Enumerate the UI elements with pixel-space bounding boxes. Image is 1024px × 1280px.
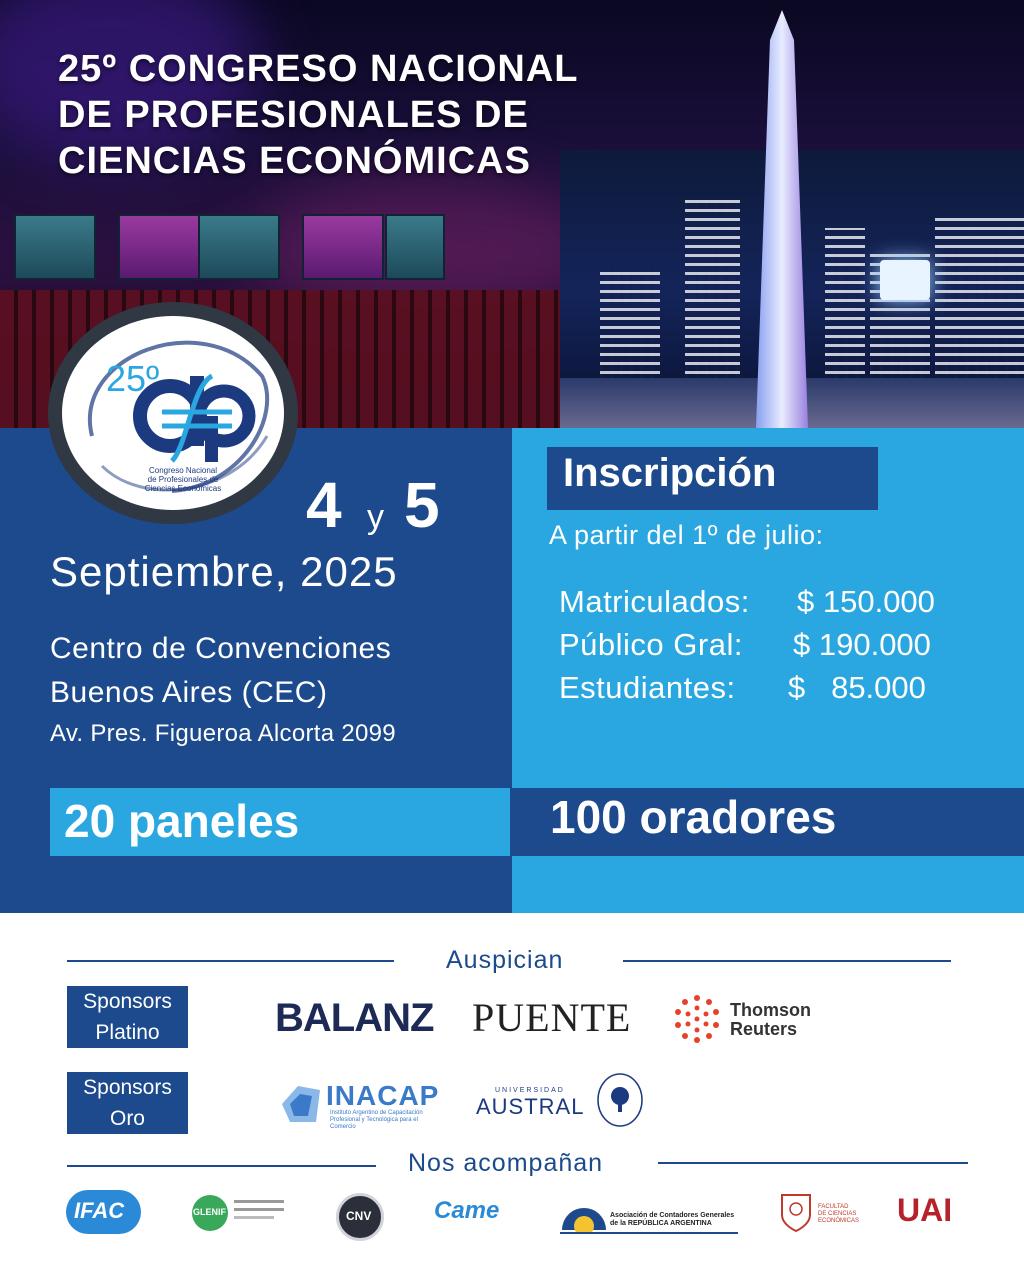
stage-screen: [385, 214, 445, 280]
fce-crest-icon: [778, 1191, 814, 1233]
speakers-count: 100 oradores: [550, 791, 837, 843]
price-value-members: $ 150.000: [797, 584, 935, 619]
stage-screen: [118, 214, 200, 280]
divider: [658, 1162, 968, 1164]
event-day-one: 4: [306, 469, 342, 541]
inacap-tagline: Instituto Argentino de Capacitación Profesional y Tecnológica para el Comercio: [330, 1110, 423, 1130]
thomson-reuters-dots-icon: [672, 994, 722, 1044]
uai-logo: UAI: [897, 1192, 953, 1228]
sponsors-heading: Auspician: [446, 946, 564, 974]
event-month-year: Septiembre, 2025: [50, 548, 398, 595]
gold-tier-label: Sponsors Oro: [67, 1072, 188, 1134]
price-label-public: Público Gral:: [559, 627, 743, 662]
venue-name-line1: Centro de Convenciones: [50, 632, 392, 665]
stage-screen: [198, 214, 280, 280]
cnv-logo: CNV: [336, 1193, 384, 1241]
divider: [67, 960, 394, 962]
acg-logo: Asociación de Contadores Generales de la REPÚBLICA ARGENTINA: [610, 1212, 735, 1227]
panels-count: 20 paneles: [64, 795, 300, 847]
event-title-line: CIENCIAS ECONÓMICAS: [58, 140, 531, 182]
inacap-logo: INACAP: [326, 1080, 440, 1111]
acg-sun-icon: [560, 1196, 608, 1232]
fce-logo: FACULTAD DE CIENCIAS ECONÓMICAS: [818, 1204, 860, 1224]
stage-screen: [302, 214, 384, 280]
registration-title: Inscripción: [563, 451, 777, 495]
obelisk: [750, 10, 814, 428]
venue-name-line2: Buenos Aires (CEC): [50, 676, 328, 709]
price-label-members: Matriculados:: [559, 584, 750, 619]
divider: [67, 1165, 376, 1167]
logo-caption: Congreso Nacional de Profesionales de Ciencias Económicas: [144, 466, 222, 493]
glenif-text-line: [234, 1216, 274, 1219]
event-day-conjunction: y: [367, 498, 384, 536]
glenif-text-line: [234, 1200, 284, 1203]
thomson-reuters-logo: Thomson Reuters: [730, 1000, 811, 1039]
event-title-line: DE PROFESIONALES DE: [58, 94, 529, 136]
logo-number: 25º: [106, 358, 160, 399]
divider: [623, 960, 951, 962]
austral-logo: AUSTRAL: [476, 1094, 585, 1119]
registration-title-box: [547, 447, 878, 510]
speakers-count-box: [512, 788, 1024, 856]
venue-address: Av. Pres. Figueroa Alcorta 2099: [50, 720, 396, 747]
ifac-logo: IFAC: [66, 1190, 141, 1234]
event-day-two: 5: [404, 469, 440, 541]
price-label-students: Estudiantes:: [559, 670, 736, 705]
puente-logo: PUENTE: [472, 995, 632, 1040]
came-logo: Came: [434, 1197, 500, 1224]
glenif-logo: GLENIF: [192, 1195, 228, 1231]
inacap-icon: [278, 1082, 324, 1126]
stage-screen: [14, 214, 96, 280]
glenif-text-line: [234, 1208, 284, 1211]
price-value-public: $ 190.000: [793, 627, 931, 662]
registration-subtitle: A partir del 1º de julio:: [549, 520, 824, 550]
price-value-students: $ 85.000: [788, 670, 926, 705]
panels-count-box: [50, 788, 510, 856]
acg-underline: [560, 1232, 738, 1234]
congress-logo: [62, 316, 284, 510]
austral-seal-icon: [596, 1072, 644, 1128]
balanz-logo: BALANZ: [275, 996, 434, 1040]
event-title-line: 25º CONGRESO NACIONAL: [58, 48, 579, 90]
partners-heading: Nos acompañan: [408, 1149, 604, 1177]
austral-logo-top: UNIVERSIDAD: [495, 1087, 565, 1094]
platinum-tier-label: Sponsors Platino: [67, 986, 188, 1048]
